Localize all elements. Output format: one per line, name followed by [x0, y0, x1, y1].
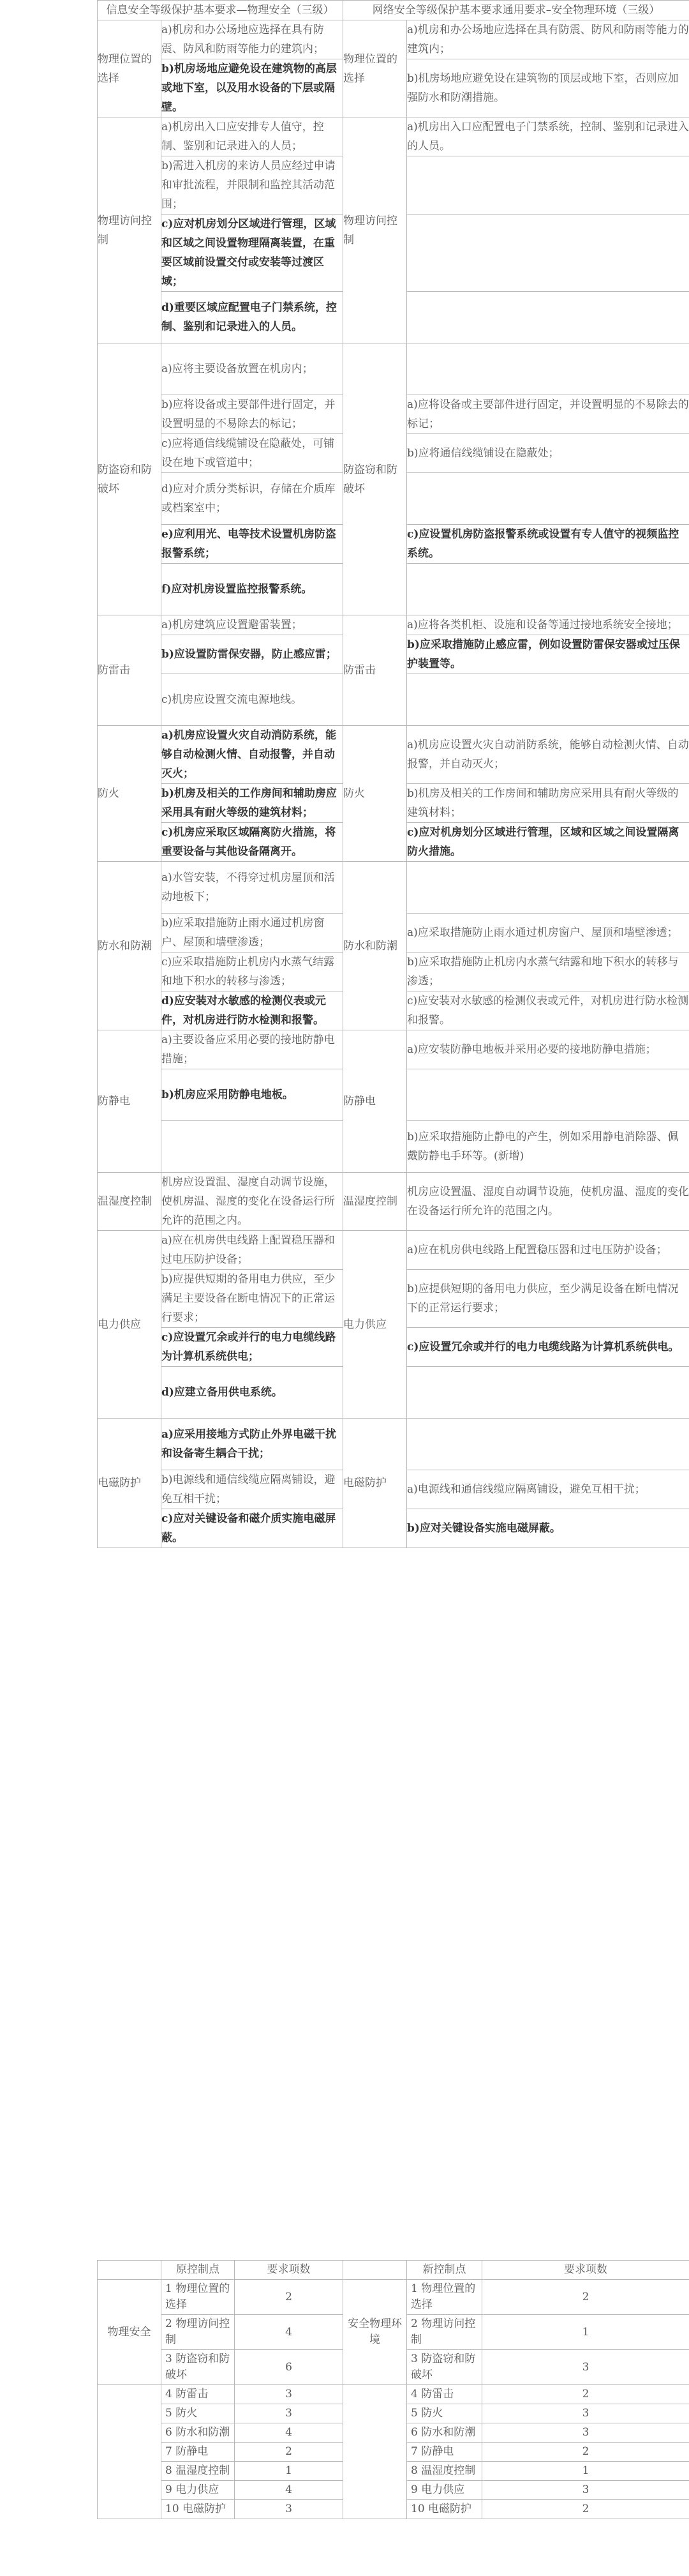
right-requirement [407, 292, 689, 343]
right-requirement: b)机房场地应避免设在建筑物的顶层或地下室，否则应加强防水和防潮措施。 [407, 59, 689, 117]
summary-old-count: 2 [235, 2443, 343, 2462]
summary-new-count: 2 [482, 2280, 689, 2315]
left-control-point: 物理访问控制 [98, 117, 161, 343]
right-control-point: 防火 [343, 726, 407, 862]
summary-new-count: 1 [482, 2462, 689, 2481]
summary-old-point: 4 防雷击 [161, 2385, 235, 2404]
summary-blank-cell [343, 2261, 407, 2280]
left-requirement: c)应对机房划分区域进行管理，区域和区域之间设置物理隔离装置，在重要区域前设置交付或安装等过渡区域； [161, 215, 343, 292]
summary-table [97, 2260, 689, 2519]
summary-new-point: 8 温湿度控制 [407, 2462, 482, 2481]
left-requirement: b)需进入机房的来访人员应经过申请和审批流程，并限制和监控其活动范围； [161, 156, 343, 215]
requirement-row [98, 726, 689, 784]
left-requirement: c)应对关键设备和磁介质实施电磁屏蔽。 [161, 1509, 343, 1548]
right-control-point: 防水和防潮 [343, 862, 407, 1030]
left-requirement: a)应在机房供电线路上配置稳压器和过电压防护设备； [161, 1231, 343, 1270]
requirement-row [98, 615, 689, 635]
right-control-point: 物理访问控制 [343, 117, 407, 343]
right-requirement: b)应将通信线缆铺设在隐蔽处； [407, 434, 689, 473]
left-requirement [161, 1121, 343, 1173]
left-requirement: c)应设置冗余或并行的电力电缆线路为计算机系统供电； [161, 1328, 343, 1367]
summary-old-point: 7 防静电 [161, 2443, 235, 2462]
requirement-row [98, 117, 689, 156]
left-requirement: d)应建立备用供电系统。 [161, 1367, 343, 1419]
left-control-point: 物理位置的选择 [98, 20, 161, 117]
right-requirement [407, 564, 689, 615]
requirement-row [98, 1419, 689, 1470]
left-requirement: a)机房建筑应设置避雷装置； [161, 615, 343, 635]
summary-old-point: 6 防水和防潮 [161, 2423, 235, 2443]
summary-old-group-continued [98, 2385, 161, 2519]
right-requirement: c)应设置冗余或并行的电力电缆线路为计算机系统供电。 [407, 1328, 689, 1367]
requirement-row [98, 1030, 689, 1069]
summary-heading-old-point: 原控制点 [161, 2261, 235, 2280]
left-requirement: b)机房场地应避免设在建筑物的高层或地下室，以及用水设备的下层或隔壁。 [161, 59, 343, 117]
summary-heading-new-count: 要求项数 [482, 2261, 689, 2280]
left-requirement: a)机房和办公场地应选择在具有防震、防风和防雨等能力的建筑内； [161, 20, 343, 59]
header-row [98, 1, 689, 20]
summary-new-group-continued [343, 2385, 407, 2519]
summary-new-count: 3 [482, 2481, 689, 2500]
summary-old-point: 3 防盗窃和防破坏 [161, 2350, 235, 2385]
summary-old-count: 6 [235, 2350, 343, 2385]
right-requirement: a)应将设备或主要部件进行固定，并设置明显的不易除去的标记； [407, 395, 689, 434]
left-requirement: c)机房应采取区域隔离防火措施，将重要设备与其他设备隔离开。 [161, 823, 343, 862]
left-requirement: b)机房及相关的工作房间和辅助房应采用具有耐火等级的建筑材料； [161, 784, 343, 823]
left-requirement: b)机房应采用防静电地板。 [161, 1069, 343, 1121]
right-control-point: 防盗窃和防破坏 [343, 343, 407, 615]
left-requirement: b)应将设备或主要部件进行固定，并设置明显的不易除去的标记； [161, 395, 343, 434]
left-requirement: c)应将通信线缆铺设在隐蔽处，可铺设在地下或管道中； [161, 434, 343, 473]
summary-new-point: 5 防火 [407, 2404, 482, 2423]
left-requirement: a)主要设备应采用必要的接地防静电措施； [161, 1030, 343, 1069]
summary-new-count: 2 [482, 2500, 689, 2519]
right-requirement: a)机房出入口应配置电子门禁系统，控制、鉴别和记录进入的人员。 [407, 117, 689, 156]
summary-old-point: 5 防火 [161, 2404, 235, 2423]
right-control-point: 防静电 [343, 1030, 407, 1173]
requirement-row [98, 1173, 689, 1231]
right-requirement: a)机房和办公场地应选择在具有防震、防风和防雨等能力的建筑内； [407, 20, 689, 59]
left-requirement: a)应采用接地方式防止外界电磁干扰和设备寄生耦合干扰； [161, 1419, 343, 1470]
right-requirement: c)应设置机房防盗报警系统或设置有专人值守的视频监控系统。 [407, 525, 689, 564]
summary-new-point: 3 防盗窃和防破坏 [407, 2350, 482, 2385]
left-requirement: 机房应设置温、湿度自动调节设施，使机房温、湿度的变化在设备运行所允许的范围之内。 [161, 1173, 343, 1231]
left-control-point: 防火 [98, 726, 161, 862]
left-requirement: d)应对介质分类标识，存储在介质库或档案室中； [161, 473, 343, 525]
summary-old-point: 9 电力供应 [161, 2481, 235, 2500]
right-requirement [407, 674, 689, 726]
right-requirement: b)应采取措施防止机房内水蒸气结露和地下积水的转移与渗透； [407, 953, 689, 991]
left-requirement: e)应利用光、电等技术设置机房防盗报警系统； [161, 525, 343, 564]
left-control-point: 防水和防潮 [98, 862, 161, 1030]
summary-new-count: 3 [482, 2404, 689, 2423]
requirement-row [98, 862, 689, 914]
left-requirement: b)电源线和通信线缆应隔离铺设，避免互相干扰； [161, 1470, 343, 1509]
right-requirement: a)应采取措施防止雨水通过机房窗户、屋顶和墙壁渗透； [407, 914, 689, 953]
right-requirement: a)机房应设置火灾自动消防系统，能够自动检测火情、自动报警，并自动灭火； [407, 726, 689, 784]
right-control-point: 温湿度控制 [343, 1173, 407, 1231]
right-requirement: b)应提供短期的备用电力供应，至少满足设备在断电情况下的正常运行要求； [407, 1270, 689, 1328]
summary-new-count: 2 [482, 2443, 689, 2462]
left-requirement: a)应将主要设备放置在机房内； [161, 343, 343, 395]
right-requirement [407, 343, 689, 395]
right-requirement [407, 156, 689, 215]
requirement-row [98, 1231, 689, 1270]
right-requirement [407, 1419, 689, 1470]
left-requirement: a)机房应设置火灾自动消防系统，能够自动检测火情、自动报警，并自动灭火； [161, 726, 343, 784]
right-requirement: a)应将各类机柜、设施和设备等通过接地系统安全接地； [407, 615, 689, 635]
right-control-point: 物理位置的选择 [343, 20, 407, 117]
summary-header-row [98, 2261, 689, 2280]
right-requirement: a)应在机房供电线路上配置稳压器和过电压防护设备； [407, 1231, 689, 1270]
right-requirement: c)应安装对水敏感的检测仪表或元件，对机房进行防水检测和报警。 [407, 991, 689, 1030]
summary-old-count: 4 [235, 2481, 343, 2500]
left-requirement: a)机房出入口应安排专人值守，控制、鉴别和记录进入的人员； [161, 117, 343, 156]
left-requirement: b)应采取措施防止雨水通过机房窗户、屋顶和墙壁渗透； [161, 914, 343, 953]
summary-old-count: 2 [235, 2280, 343, 2315]
left-control-point: 防盗窃和防破坏 [98, 343, 161, 615]
summary-new-count: 3 [482, 2350, 689, 2385]
left-requirement: d)应安装对水敏感的检测仪表或元件，对机房进行防水检测和报警。 [161, 991, 343, 1030]
left-requirement: c)应采取措施防止机房内水蒸气结露和地下积水的转移与渗透； [161, 953, 343, 991]
summary-old-point: 2 物理访问控制 [161, 2315, 235, 2350]
summary-new-point: 10 电磁防护 [407, 2500, 482, 2519]
right-requirement [407, 473, 689, 525]
left-requirement: b)应设置防雷保安器，防止感应雷； [161, 635, 343, 674]
right-requirement: a)应安装防静电地板并采用必要的接地防静电措施； [407, 1030, 689, 1069]
summary-heading-old-count: 要求项数 [235, 2261, 343, 2280]
summary-new-point: 4 防雷击 [407, 2385, 482, 2404]
right-requirement: b)应采取措施防止静电的产生，例如采用静电消除器、佩戴防静电手环等。(新增) [407, 1121, 689, 1173]
left-standard-heading: 信息安全等级保护基本要求—物理安全（三级） [98, 1, 343, 20]
summary-new-count: 2 [482, 2385, 689, 2404]
left-control-point: 电磁防护 [98, 1419, 161, 1548]
requirement-row [98, 20, 689, 59]
left-requirement: a)水管安装，不得穿过机房屋顶和活动地板下； [161, 862, 343, 914]
right-requirement: a)电源线和通信线缆应隔离铺设，避免互相干扰； [407, 1470, 689, 1509]
summary-old-point: 10 电磁防护 [161, 2500, 235, 2519]
right-requirement [407, 862, 689, 914]
right-requirement: b)应对关键设备实施电磁屏蔽。 [407, 1509, 689, 1548]
right-requirement: c)应对机房划分区域进行管理，区域和区域之间设置隔离防火措施。 [407, 823, 689, 862]
summary-row [98, 2385, 689, 2404]
summary-old-count: 3 [235, 2500, 343, 2519]
right-requirement [407, 215, 689, 292]
right-requirement [407, 1367, 689, 1419]
right-standard-heading: 网络安全等级保护基本要求通用要求–安全物理环境（三级） [343, 1, 689, 20]
summary-old-count: 4 [235, 2315, 343, 2350]
summary-old-count: 3 [235, 2404, 343, 2423]
right-control-point: 电磁防护 [343, 1419, 407, 1548]
summary-blank-cell [98, 2261, 161, 2280]
summary-old-count: 4 [235, 2423, 343, 2443]
summary-row [98, 2280, 689, 2315]
right-control-point: 电力供应 [343, 1231, 407, 1419]
summary-old-point: 1 物理位置的选择 [161, 2280, 235, 2315]
summary-old-count: 1 [235, 2462, 343, 2481]
left-requirement: b)应提供短期的备用电力供应，至少满足主要设备在断电情况下的正常运行要求； [161, 1270, 343, 1328]
summary-new-point: 1 物理位置的选择 [407, 2280, 482, 2315]
summary-new-point: 9 电力供应 [407, 2481, 482, 2500]
summary-new-point: 2 物理访问控制 [407, 2315, 482, 2350]
summary-heading-new-point: 新控制点 [407, 2261, 482, 2280]
right-requirement: b)机房及相关的工作房间和辅助房应采用具有耐火等级的建筑材料； [407, 784, 689, 823]
summary-new-group: 安全物理环境 [343, 2280, 407, 2385]
left-control-point: 防静电 [98, 1030, 161, 1173]
comparison-table [97, 0, 689, 1548]
left-requirement: c)机房应设置交流电源地线。 [161, 674, 343, 726]
summary-new-count: 3 [482, 2423, 689, 2443]
right-requirement: b)应采取措施防止感应雷，例如设置防雷保安器或过压保护装置等。 [407, 635, 689, 674]
requirement-row [98, 343, 689, 395]
summary-old-count: 3 [235, 2385, 343, 2404]
summary-new-point: 7 防静电 [407, 2443, 482, 2462]
right-requirement [407, 1069, 689, 1121]
right-control-point: 防雷击 [343, 615, 407, 726]
summary-new-point: 6 防水和防潮 [407, 2423, 482, 2443]
summary-old-point: 8 温湿度控制 [161, 2462, 235, 2481]
left-control-point: 电力供应 [98, 1231, 161, 1419]
right-requirement: 机房应设置温、湿度自动调节设施，使机房温、湿度的变化在设备运行所允许的范围之内。 [407, 1173, 689, 1231]
summary-new-count: 1 [482, 2315, 689, 2350]
left-requirement: f)应对机房设置监控报警系统。 [161, 564, 343, 615]
left-requirement: d)重要区域应配置电子门禁系统，控制、鉴别和记录进入的人员。 [161, 292, 343, 343]
summary-old-group: 物理安全 [98, 2280, 161, 2385]
left-control-point: 防雷击 [98, 615, 161, 726]
left-control-point: 温湿度控制 [98, 1173, 161, 1231]
